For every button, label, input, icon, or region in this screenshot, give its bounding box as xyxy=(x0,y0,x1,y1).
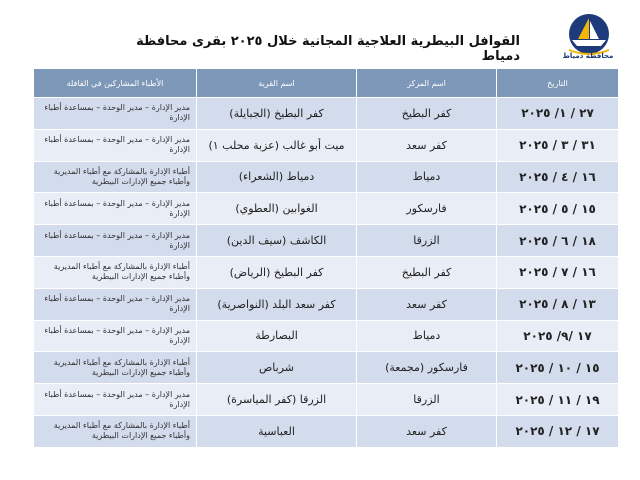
cell-center: دمياط xyxy=(357,161,497,193)
column-header-doctors: الأطباء المشاركين في القافلة xyxy=(34,69,197,98)
cell-village: العباسية xyxy=(197,415,357,447)
cell-center: فارسكور xyxy=(357,193,497,225)
logo-caption: محافظة دمياط xyxy=(562,52,614,60)
page-title: القوافل البيطرية العلاجية المجانية خلال ٢٠٢٥ بقرى محافظة دمياط xyxy=(136,34,520,64)
cell-doctors: أطباء الإدارة بالمشاركة مع أطباء المديرية وأطباء جميع الإدارات البيطرية xyxy=(34,415,197,447)
table-row xyxy=(34,384,619,416)
table-row xyxy=(34,352,619,384)
cell-center: الزرقا xyxy=(357,384,497,416)
cell-center: دمياط xyxy=(357,320,497,352)
cell-date: ١٣ / ٨ / ٢٠٢٥ xyxy=(497,288,619,320)
cell-date: ١٩ / ١١ / ٢٠٢٥ xyxy=(497,384,619,416)
cell-date: ١٦ / ٤ / ٢٠٢٥ xyxy=(497,161,619,193)
cell-center: كفر سعد xyxy=(357,415,497,447)
cell-doctors: مدير الإدارة – مدير الوحدة – بمساعدة أطباء الإدارة xyxy=(34,384,197,416)
cell-village: شرباص xyxy=(197,352,357,384)
table-row xyxy=(34,193,619,225)
cell-doctors: مدير الإدارة – مدير الوحدة – بمساعدة أطباء الإدارة xyxy=(34,225,197,257)
cell-date: ١٧ / ١٢ / ٢٠٢٥ xyxy=(497,415,619,447)
cell-doctors: أطباء الإدارة بالمشاركة مع أطباء المديرية وأطباء جميع الإدارات البيطرية xyxy=(34,256,197,288)
cell-center: كفر البطيخ xyxy=(357,256,497,288)
caravan-schedule-table xyxy=(33,68,619,448)
cell-doctors: مدير الإدارة – مدير الوحدة – بمساعدة أطباء الإدارة xyxy=(34,320,197,352)
column-header-village: اسم القرية xyxy=(197,69,357,98)
cell-doctors: أطباء الإدارة بالمشاركة مع أطباء المديرية وأطباء جميع الإدارات البيطرية xyxy=(34,352,197,384)
cell-center: الزرقا xyxy=(357,225,497,257)
cell-village: دمياط (الشعراء) xyxy=(197,161,357,193)
cell-village: كفر البطيخ (الرياض) xyxy=(197,256,357,288)
cell-village: ميت أبو غالب (عزبة محلب ١) xyxy=(197,129,357,161)
table-row xyxy=(34,415,619,447)
cell-date: ١٥ / ١٠ / ٢٠٢٥ xyxy=(497,352,619,384)
cell-doctors: أطباء الإدارة بالمشاركة مع أطباء المديرية وأطباء جميع الإدارات البيطرية xyxy=(34,161,197,193)
column-header-center: اسم المركز xyxy=(357,69,497,98)
cell-center: كفر سعد xyxy=(357,288,497,320)
cell-center: فارسكور (مجمعة) xyxy=(357,352,497,384)
column-header-date: التاريخ xyxy=(497,69,619,98)
table-row xyxy=(34,256,619,288)
cell-date: ١٧ /٩/ ٢٠٢٥ xyxy=(497,320,619,352)
cell-doctors: مدير الإدارة – مدير الوحدة – بمساعدة أطباء الإدارة xyxy=(34,193,197,225)
cell-date: ٣١ / ٣ / ٢٠٢٥ xyxy=(497,129,619,161)
cell-date: ١٥ / ٥ / ٢٠٢٥ xyxy=(497,193,619,225)
table-row xyxy=(34,129,619,161)
cell-village: كفر سعد البلد (النواصرية) xyxy=(197,288,357,320)
cell-center: كفر البطيخ xyxy=(357,98,497,130)
cell-date: ١٦ / ٧ / ٢٠٢٥ xyxy=(497,256,619,288)
cell-doctors: مدير الإدارة – مدير الوحدة – بمساعدة أطباء الإدارة xyxy=(34,98,197,130)
table-row xyxy=(34,98,619,130)
cell-doctors: مدير الإدارة – مدير الوحدة – بمساعدة أطباء الإدارة xyxy=(34,288,197,320)
cell-village: الغوابين (العطوي) xyxy=(197,193,357,225)
table-row xyxy=(34,288,619,320)
cell-village: البصارطة xyxy=(197,320,357,352)
table-row xyxy=(34,161,619,193)
cell-date: ٢٧ / ١/ ٢٠٢٥ xyxy=(497,98,619,130)
table-row xyxy=(34,225,619,257)
cell-doctors: مدير الإدارة – مدير الوحدة – بمساعدة أطباء الإدارة xyxy=(34,129,197,161)
cell-center: كفر سعد xyxy=(357,129,497,161)
table-header-row xyxy=(34,69,619,98)
table-row xyxy=(34,320,619,352)
cell-date: ١٨ / ٦ / ٢٠٢٥ xyxy=(497,225,619,257)
cell-village: كفر البطيخ (الجبايلة) xyxy=(197,98,357,130)
cell-village: الزرقا (كفر المياسرة) xyxy=(197,384,357,416)
cell-village: الكاشف (سيف الدين) xyxy=(197,225,357,257)
